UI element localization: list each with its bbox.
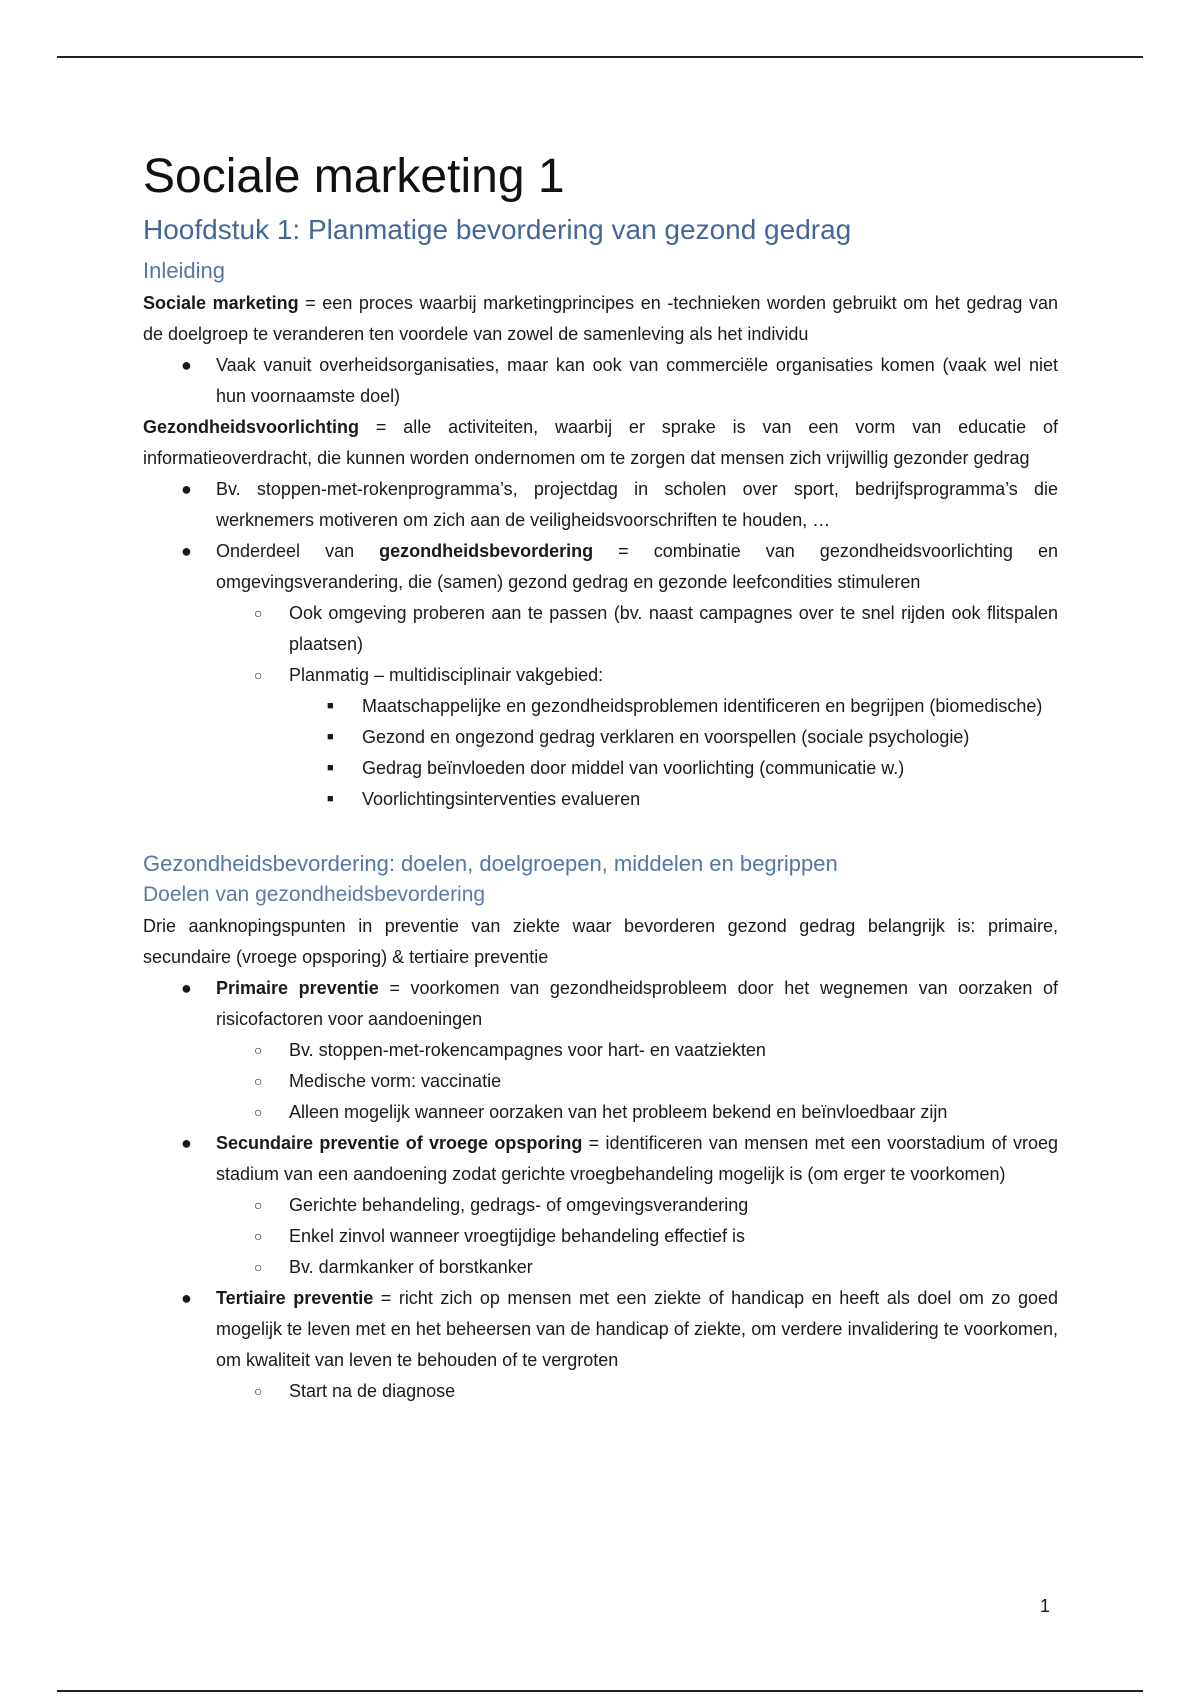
list-item (143, 1035, 1058, 1066)
square-bullet-icon: ■ (327, 700, 334, 712)
list-item-text: = richt zich op mensen met een ziekte of handicap en heeft als doel om zo goed mogelijk te leven met en het beheersen van de handicap of ziekte, om verdere invalidering te voorkomen, om kwaliteit van leven te behouden of te vergroten (216, 1288, 1058, 1370)
square-bullet-icon: ■ (327, 762, 334, 774)
circle-bullet-icon: ○ (254, 1259, 263, 1275)
paragraph-gezondheidsvoorlichting (143, 412, 1058, 474)
definition-text: = een proces waarbij marketingprincipes en -technieken worden gebruikt om het gedrag van de doelgroep te veranderen ten voordele van zowel de samenleving als het individu (143, 293, 1058, 344)
list-item (143, 660, 1058, 691)
list-item-text: Voorlichtingsinterventies evalueren (362, 789, 641, 809)
list-item-text: Medische vorm: vaccinatie (289, 1071, 502, 1091)
document-page (143, 150, 1058, 1407)
list-item (143, 1066, 1058, 1097)
list-item-text: Gerichte behandeling, gedrags- of omgevingsverandering (289, 1195, 749, 1215)
list-item-text: = voorkomen van gezondheidsprobleem door het wegnemen van oorzaken of risicofactoren voor aandoeningen (216, 978, 1058, 1029)
list-item-text: Ook omgeving proberen aan te passen (bv. naast campagnes over te snel rijden ook flitspalen plaatsen) (289, 603, 1058, 654)
list-item-text: Gedrag beïnvloeden door middel van voorlichting (communicatie w.) (362, 758, 905, 778)
circle-bullet-icon: ○ (254, 1042, 263, 1058)
list-item-text: Onderdeel van (216, 541, 380, 561)
top-rule (57, 56, 1143, 58)
bullet-icon: ● (181, 479, 192, 499)
term-tertiaire-preventie: Tertiaire preventie (216, 1288, 374, 1308)
circle-bullet-icon: ○ (254, 1228, 263, 1244)
term-gezondheidsbevordering: gezondheidsbevordering (379, 541, 594, 561)
bullet-icon: ● (181, 355, 192, 375)
circle-bullet-icon: ○ (254, 1383, 263, 1399)
list-item (143, 536, 1058, 598)
subsection-heading: Doelen van gezondheidsbevordering (143, 883, 486, 906)
chapter-heading: Hoofdstuk 1: Planmatige bevordering van gezond gedrag (143, 214, 852, 245)
bullet-icon: ● (181, 541, 192, 561)
paragraph-aanknopingspunten: Drie aanknopingspunten in preventie van ziekte waar bevorderen gezond gedrag belangrijk is: primaire, secundaire (vroege opsporing) & tertiaire preventie (143, 916, 1058, 967)
list-item (143, 350, 1058, 412)
term-primaire-preventie: Primaire preventie (216, 978, 379, 998)
list-item-text: Planmatig – multidisciplinair vakgebied: (289, 665, 604, 685)
circle-bullet-icon: ○ (254, 667, 263, 683)
list-item (143, 722, 1058, 753)
bullet-icon: ● (181, 978, 192, 998)
list-item-text: Gezond en ongezond gedrag verklaren en voorspellen (sociale psychologie) (362, 727, 970, 747)
bullet-icon: ● (181, 1133, 192, 1153)
list-item-text: Enkel zinvol wanneer vroegtijdige behandeling effectief is (289, 1226, 745, 1246)
bullet-list (143, 973, 1058, 1407)
term-gezondheidsvoorlichting: Gezondheidsvoorlichting (143, 417, 360, 437)
section-heading: Gezondheidsbevordering: doelen, doelgroepen, middelen en begrippen (143, 851, 838, 876)
list-item-text: Vaak vanuit overheidsorganisaties, maar kan ook van commerciële organisaties komen (vaak wel niet hun voornaamste doel) (216, 355, 1058, 406)
circle-bullet-icon: ○ (254, 605, 263, 621)
list-item-text: Start na de diagnose (289, 1381, 456, 1401)
circle-bullet-icon: ○ (254, 1073, 263, 1089)
bullet-icon: ● (181, 1288, 192, 1308)
list-item (143, 691, 1058, 722)
square-bullet-icon: ■ (327, 793, 334, 805)
list-item-text: = combinatie van gezondheidsvoorlichting en omgevingsverandering, die (samen) gezond gedrag en gezonde leefcondities stimuleren (216, 541, 1058, 592)
list-item-text: Maatschappelijke en gezondheidsproblemen identificeren en begrijpen (biomedische) (362, 696, 1043, 716)
intro-heading: Inleiding (143, 258, 225, 283)
bullet-list (143, 474, 1058, 815)
list-item (143, 753, 1058, 784)
list-item (143, 1283, 1058, 1376)
list-item (143, 1097, 1058, 1128)
list-item-text: = identificeren van mensen met een voorstadium of vroeg stadium van een aandoening zodat gerichte vroegbehandeling mogelijk is (om erger te voorkomen) (216, 1133, 1058, 1184)
definition-text: = alle activiteiten, waarbij er sprake is van een vorm van educatie of informatieoverdracht, die kunnen worden ondernomen om te zorgen dat mensen zich vrijwillig gezonder gedrag (143, 417, 1058, 468)
bottom-rule (57, 1690, 1143, 1692)
circle-bullet-icon: ○ (254, 1104, 263, 1120)
paragraph-sociale-marketing (143, 288, 1058, 350)
list-item (143, 474, 1058, 536)
list-item-text: Bv. darmkanker of borstkanker (289, 1257, 533, 1277)
list-item (143, 1128, 1058, 1190)
list-item (143, 598, 1058, 660)
list-item-text: Bv. stoppen-met-rokenprogramma’s, projectdag in scholen over sport, bedrijfsprogramma’s die werknemers motiveren om zich aan de veiligheidsvoorschriften te houden, … (216, 479, 1058, 530)
page-number: 1 (1040, 1596, 1051, 1616)
list-item-text: Alleen mogelijk wanneer oorzaken van het probleem bekend en beïnvloedbaar zijn (289, 1102, 948, 1122)
list-item-text: Bv. stoppen-met-rokencampagnes voor hart- en vaatziekten (289, 1040, 766, 1060)
list-item (143, 784, 1058, 815)
bullet-list (143, 350, 1058, 412)
list-item (143, 1190, 1058, 1221)
circle-bullet-icon: ○ (254, 1197, 263, 1213)
term-sociale-marketing: Sociale marketing (143, 293, 299, 313)
square-bullet-icon: ■ (327, 731, 334, 743)
term-secundaire-preventie: Secundaire preventie of vroege opsporing (216, 1133, 583, 1153)
list-item (143, 1376, 1058, 1407)
document-title: Sociale marketing 1 (143, 150, 565, 203)
list-item (143, 1221, 1058, 1252)
list-item (143, 973, 1058, 1035)
list-item (143, 1252, 1058, 1283)
